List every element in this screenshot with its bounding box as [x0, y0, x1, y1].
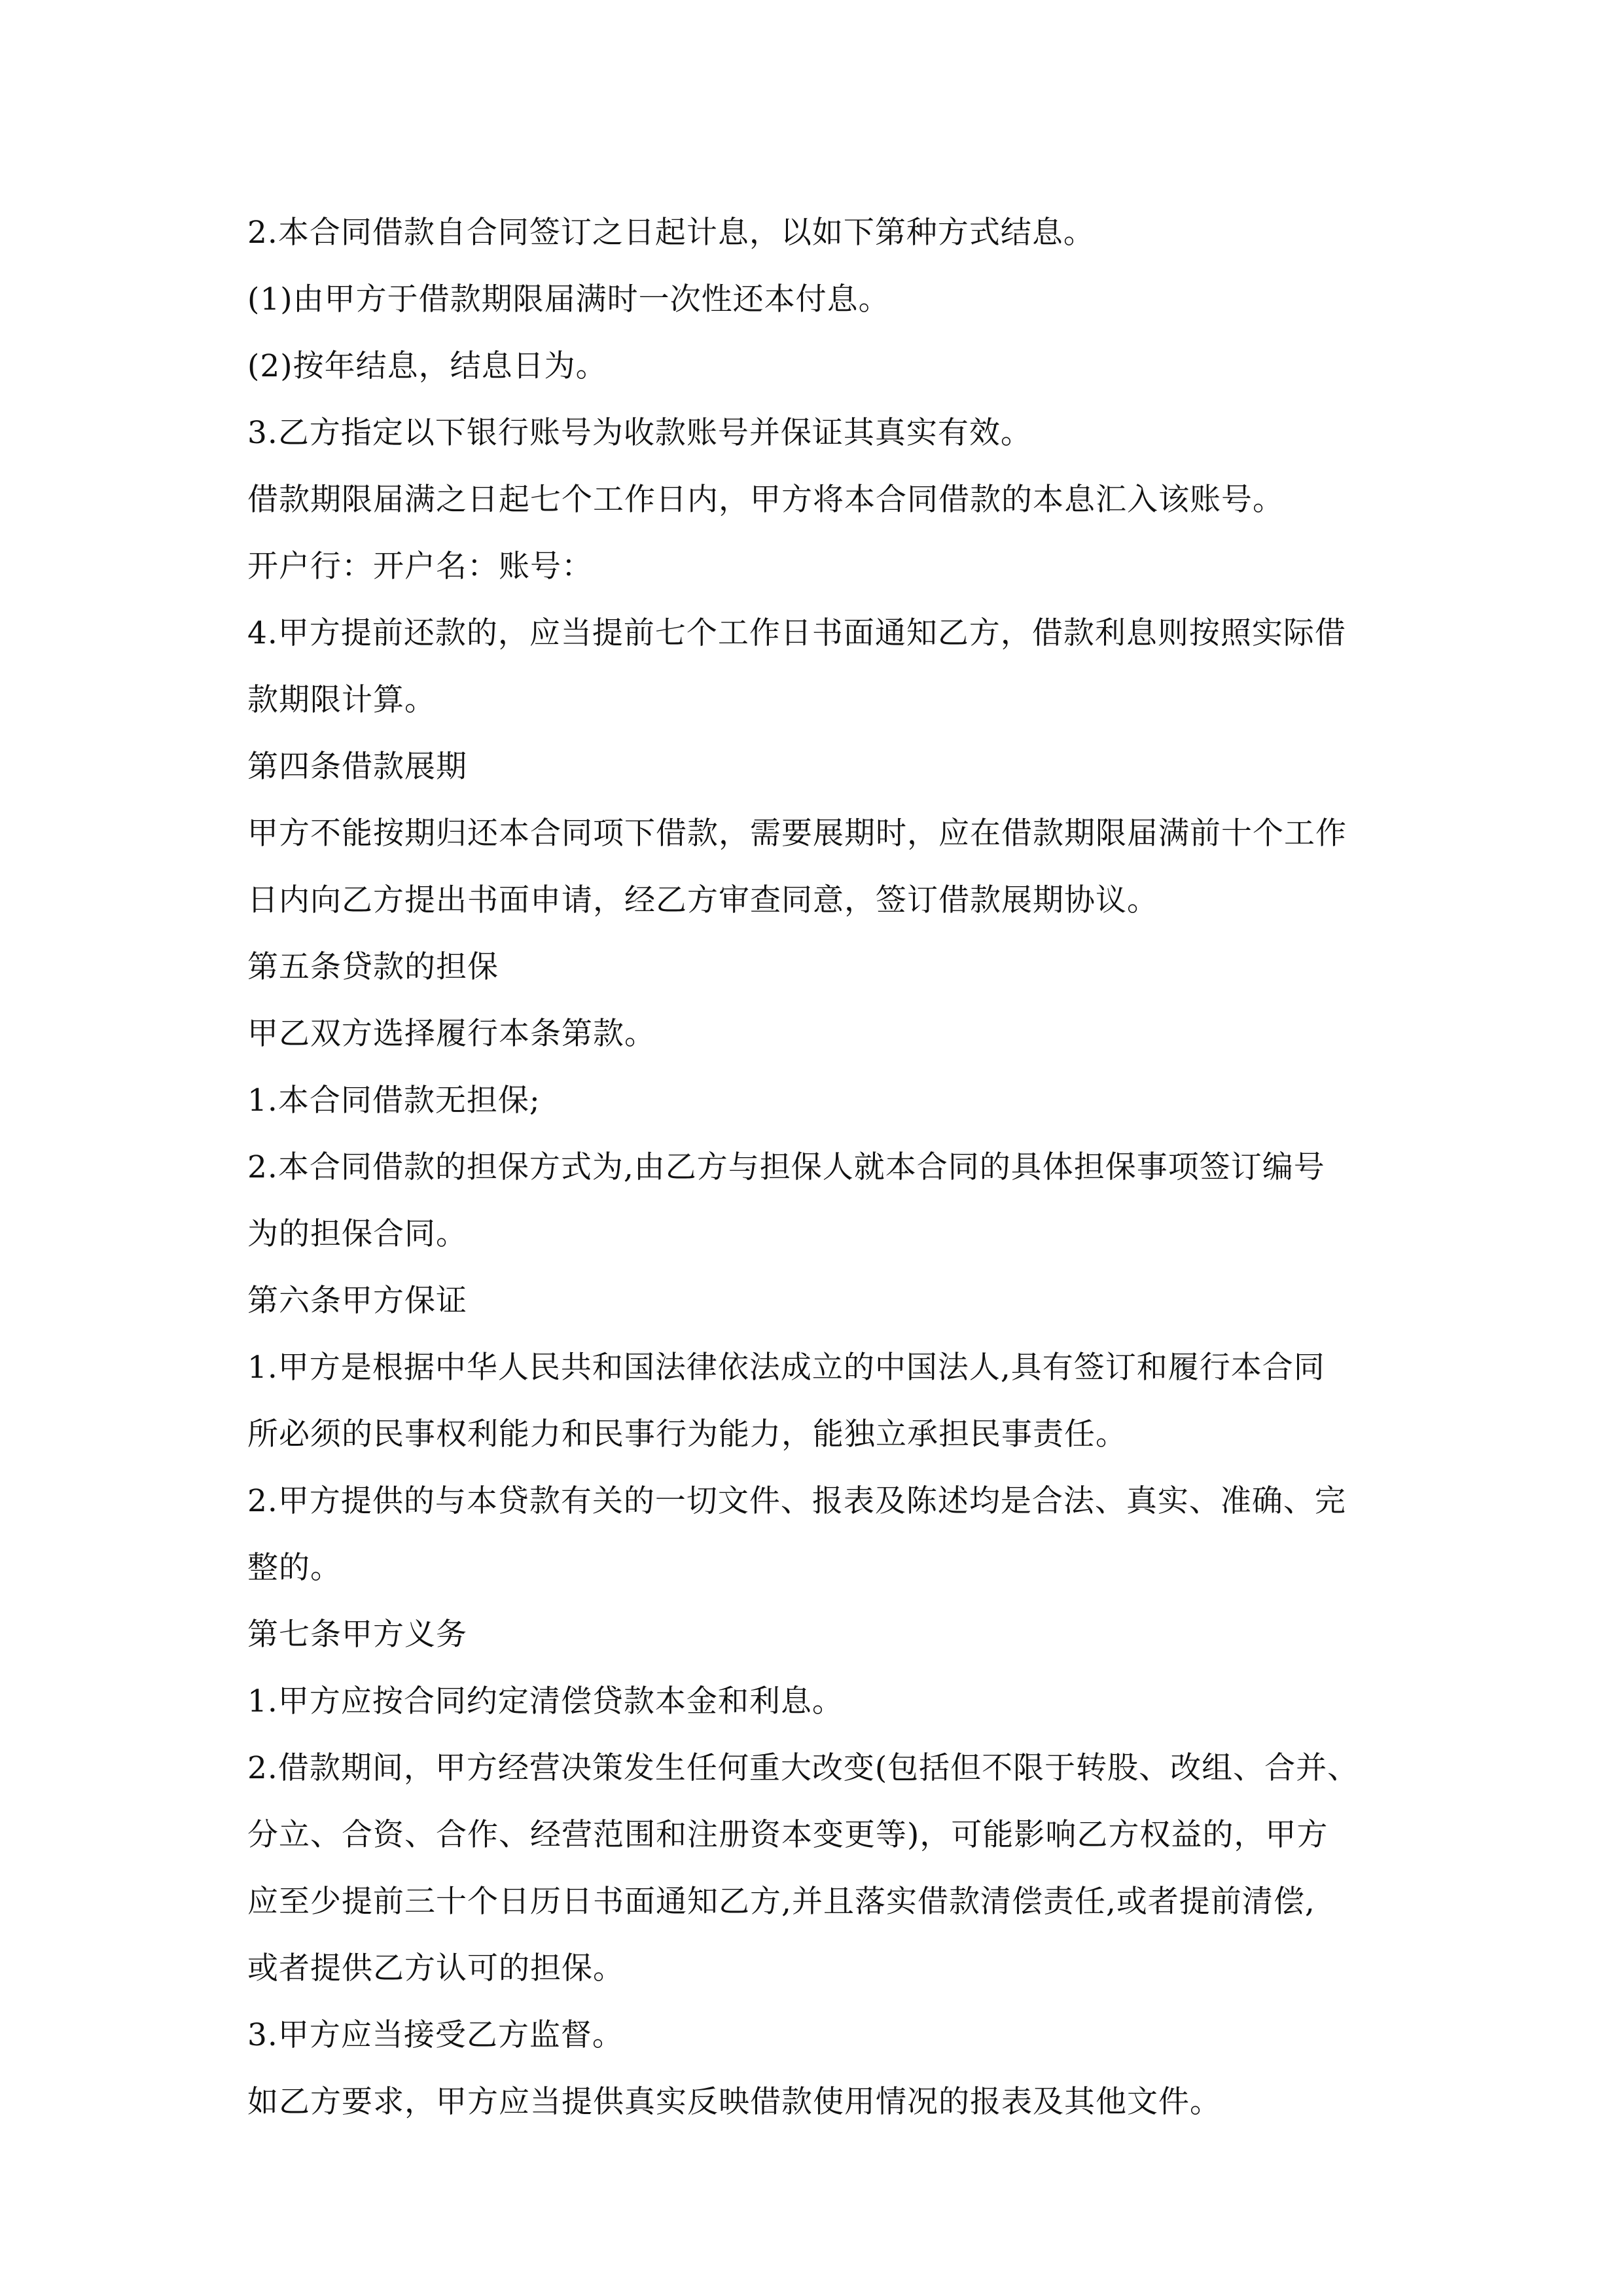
text-line: 或者提供乙方认可的担保。 [247, 1950, 624, 1986]
text-line: 款期限计算。 [247, 682, 436, 718]
text-line: 所必须的民事权利能力和民事行为能力，能独立承担民事责任。 [247, 1416, 1127, 1452]
text-line: (1)由甲方于借款期限届满时一次性还本付息。 [247, 281, 890, 317]
text-line: 分立、合资、合作、经营范围和注册资本变更等)，可能影响乙方权益的，甲方 [247, 1817, 1329, 1853]
text-line: 如乙方要求，甲方应当提供真实反映借款使用情况的报表及其他文件。 [247, 2084, 1221, 2120]
section-heading: 第七条甲方义务 [247, 1617, 467, 1653]
text-line: 应至少提前三十个日历日书面通知乙方,并且落实借款清偿责任,或者提前清偿, [247, 1884, 1315, 1920]
text-line: 3.甲方应当接受乙方监督。 [247, 2017, 624, 2053]
text-line: (2)按年结息，结息日为。 [247, 348, 607, 384]
text-line: 为的担保合同。 [247, 1216, 467, 1252]
text-line: 整的。 [247, 1550, 342, 1586]
text-line: 2.本合同借款自合同签订之日起计息，以如下第种方式结息。 [247, 215, 1095, 251]
text-line: 1.甲方是根据中华人民共和国法律依法成立的中国法人,具有签订和履行本合同 [247, 1350, 1325, 1386]
section-heading: 第四条借款展期 [247, 749, 467, 785]
section-heading: 第六条甲方保证 [247, 1283, 467, 1319]
text-line: 借款期限届满之日起七个工作日内，甲方将本合同借款的本息汇入该账号。 [247, 482, 1284, 518]
text-line: 开户行：开户名：账号： [247, 548, 593, 584]
text-line: 甲乙双方选择履行本条第款。 [247, 1016, 656, 1052]
text-line: 2.甲方提供的与本贷款有关的一切文件、报表及陈述均是合法、真实、准确、完 [247, 1483, 1346, 1519]
section-heading: 第五条贷款的担保 [247, 949, 499, 985]
text-line: 3.乙方指定以下银行账号为收款账号并保证其真实有效。 [247, 415, 1032, 451]
text-line: 4.甲方提前还款的，应当提前七个工作日书面通知乙方，借款利息则按照实际借 [247, 615, 1346, 651]
text-line: 2.借款期间，甲方经营决策发生任何重大改变(包括但不限于转股、改组、合并、 [247, 1750, 1359, 1786]
text-line: 2.本合同借款的担保方式为,由乙方与担保人就本合同的具体担保事项签订编号 [247, 1149, 1325, 1185]
text-line: 甲方不能按期归还本合同项下借款，需要展期时，应在借款期限届满前十个工作 [247, 816, 1347, 852]
document-body [247, 200, 1386, 2136]
text-line: 日内向乙方提出书面申请，经乙方审查同意，签订借款展期协议。 [247, 882, 1158, 918]
text-line: 1.甲方应按合同约定清偿贷款本金和利息。 [247, 1683, 844, 1719]
text-line: 1.本合同借款无担保; [247, 1083, 541, 1119]
